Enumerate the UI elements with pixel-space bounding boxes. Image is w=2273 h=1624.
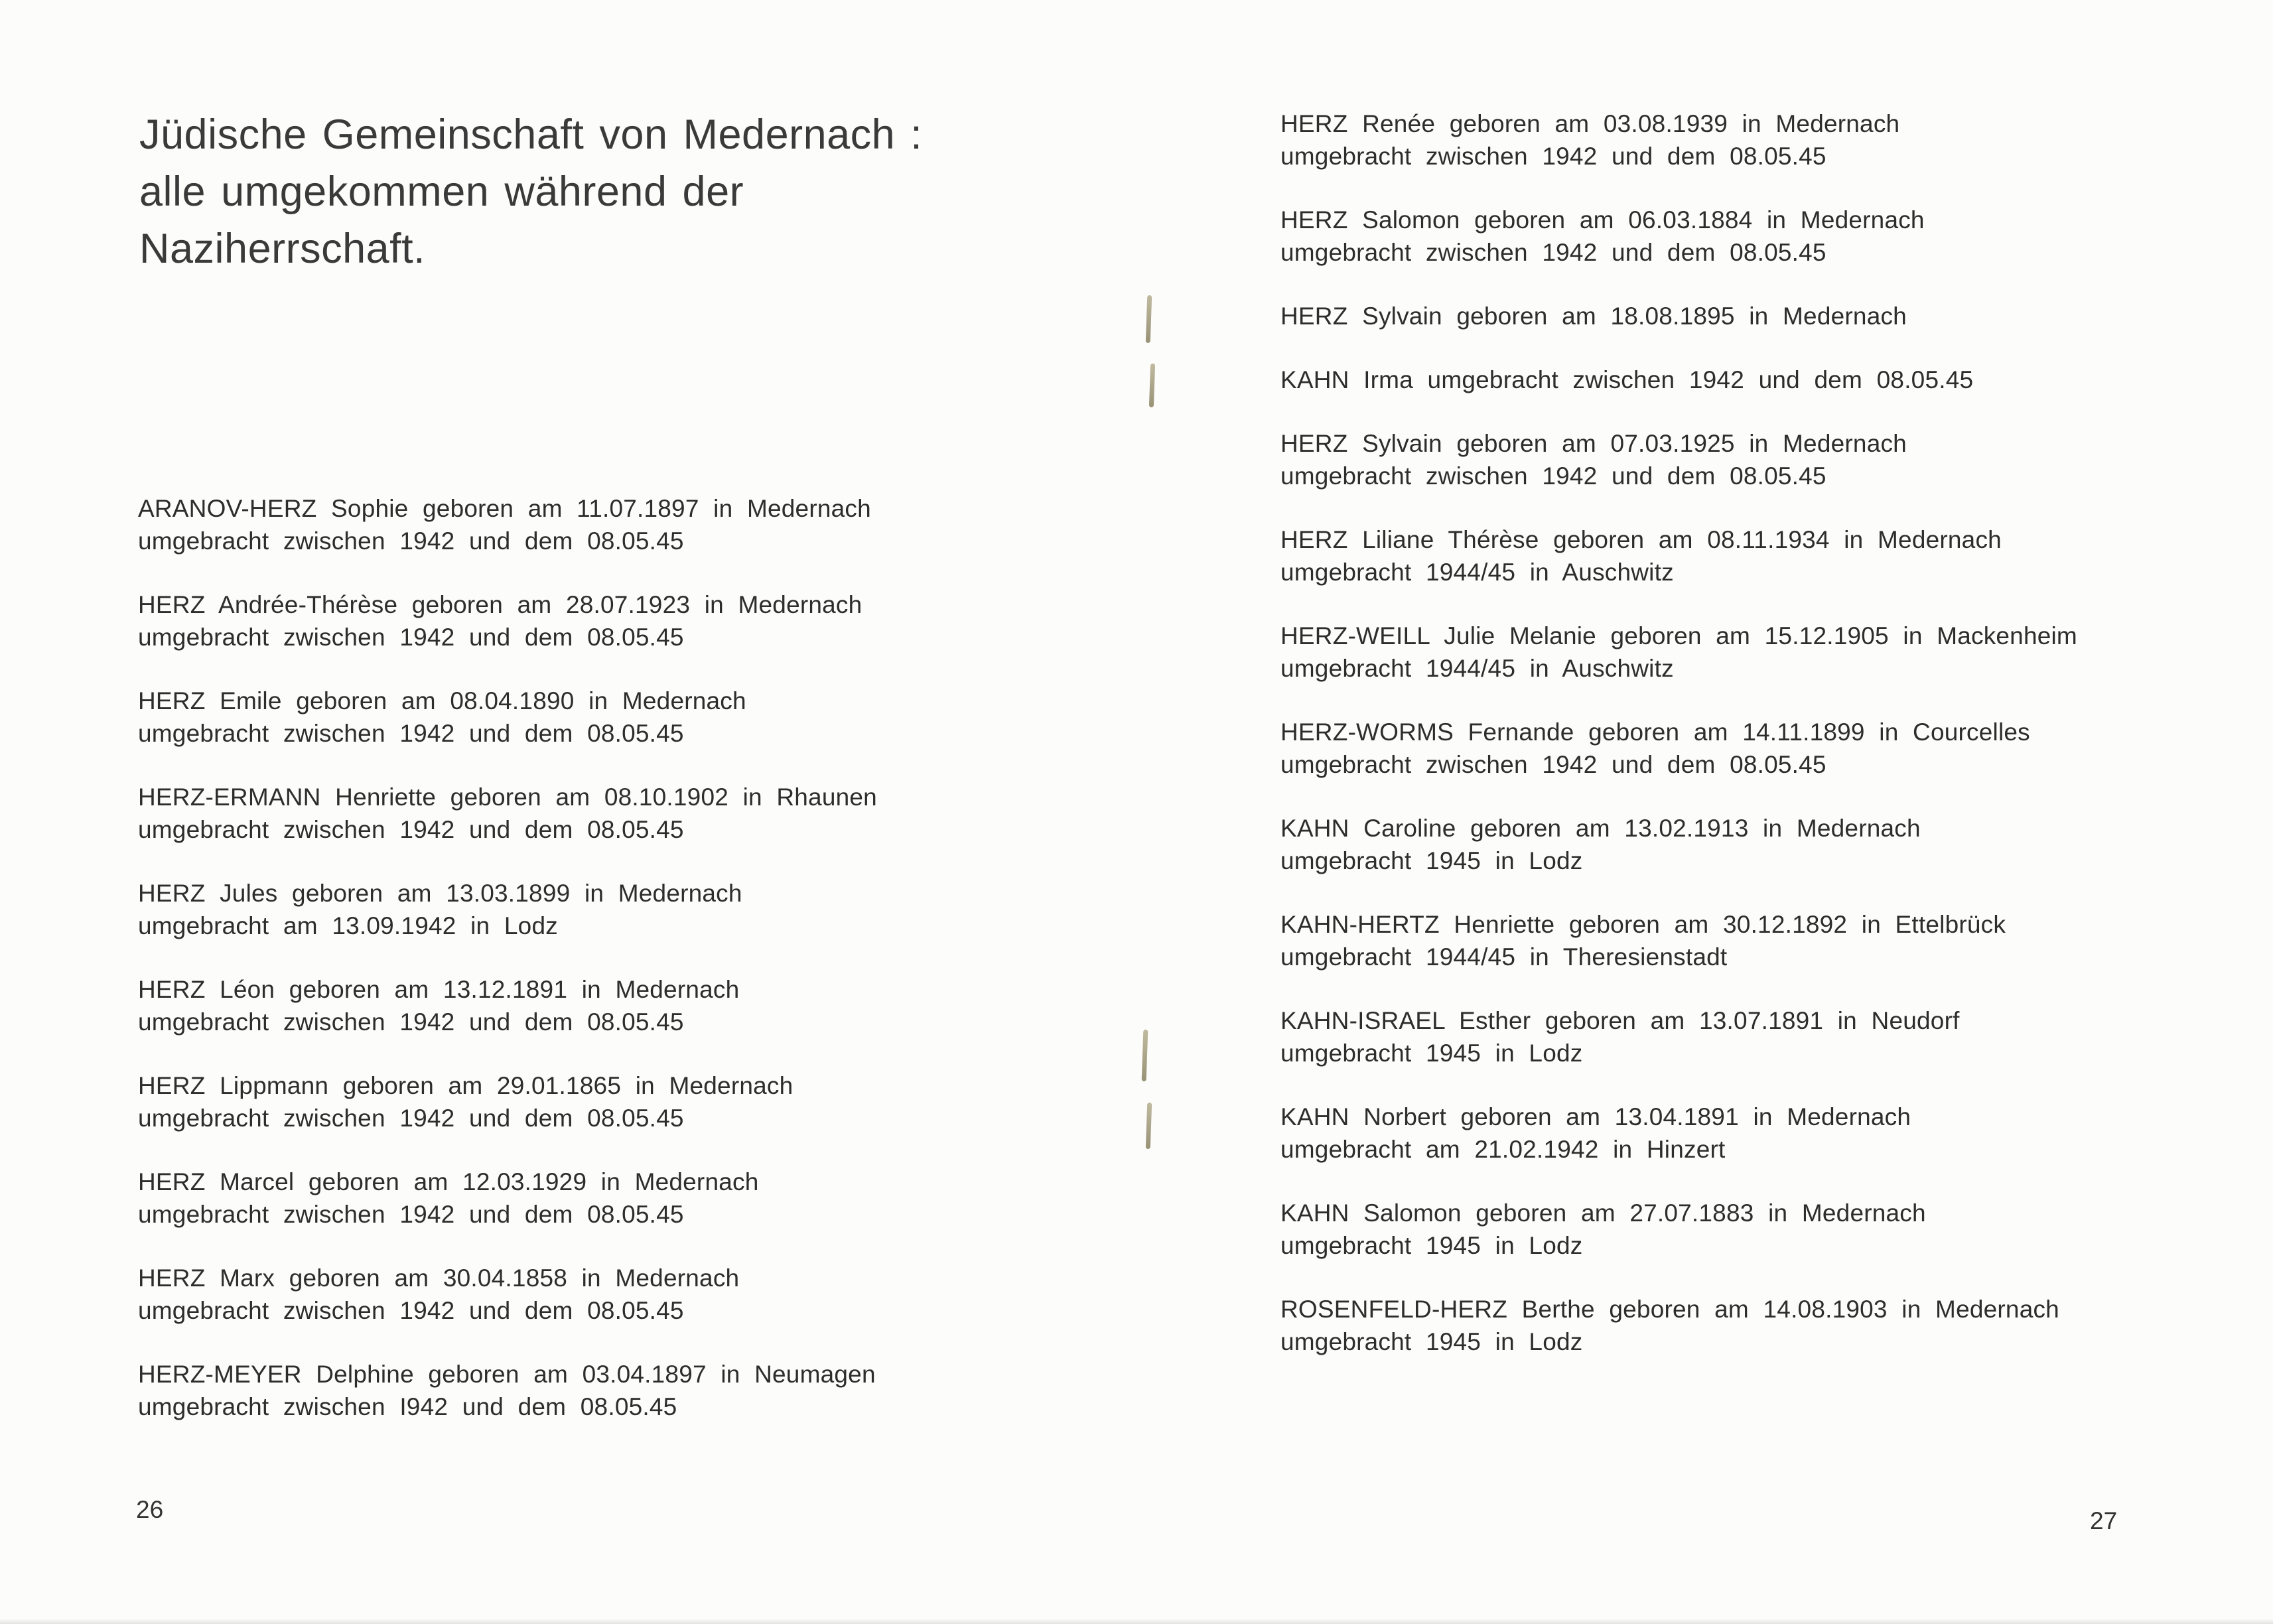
memorial-entry xyxy=(1280,620,2236,685)
entry-line-2: umgebracht zwischen I942 und dem 08.05.45 xyxy=(138,1393,677,1420)
entry-line-2: umgebracht zwischen 1942 und dem 08.05.45 xyxy=(1280,143,1826,170)
entry-line-1: HERZ Liliane Thérèse geboren am 08.11.1934 in Medernach xyxy=(1280,526,2002,553)
entry-line-2: umgebracht zwischen 1942 und dem 08.05.45 xyxy=(138,1297,684,1324)
entry-line-1: HERZ Salomon geboren am 06.03.1884 in Medernach xyxy=(1280,206,1925,234)
memorial-entry xyxy=(138,1069,1100,1134)
entry-line-1: HERZ Jules geboren am 13.03.1899 in Medernach xyxy=(138,880,742,907)
page-title-line: Jüdische Gemeinschaft von Medernach : xyxy=(139,111,923,158)
memorial-entry xyxy=(1280,364,2236,396)
left-page-entry-list xyxy=(138,492,1100,1454)
memorial-entry xyxy=(138,685,1100,750)
entry-line-2: umgebracht zwischen 1942 und dem 08.05.45 xyxy=(1280,462,1826,490)
memorial-entry xyxy=(1280,1004,2236,1069)
entry-line-1: HERZ Emile geboren am 08.04.1890 in Medernach xyxy=(138,687,746,714)
entry-line-1: HERZ Renée geboren am 03.08.1939 in Medernach xyxy=(1280,110,1900,137)
entry-line-1: KAHN-HERTZ Henriette geboren am 30.12.1892 in Ettelbrück xyxy=(1280,911,2006,938)
memorial-entry xyxy=(138,781,1100,846)
binding-thread-mark xyxy=(1142,1030,1148,1081)
binding-thread-mark xyxy=(1146,1103,1152,1149)
page-title xyxy=(139,106,922,277)
entry-line-2: umgebracht zwischen 1942 und dem 08.05.45 xyxy=(138,1201,684,1228)
memorial-entry xyxy=(1280,908,2236,973)
entry-line-2: umgebracht zwischen 1942 und dem 08.05.45 xyxy=(138,1105,684,1132)
entry-line-2: umgebracht 1944/45 in Auschwitz xyxy=(1280,559,1674,586)
entry-line-1: HERZ Andrée-Thérèse geboren am 28.07.1923 in Medernach xyxy=(138,591,862,618)
entry-line-2: umgebracht 1945 in Lodz xyxy=(1280,1040,1583,1067)
binding-thread-mark xyxy=(1146,295,1152,343)
entry-line-2: umgebracht zwischen 1942 und dem 08.05.45 xyxy=(1280,239,1826,266)
entry-line-2: umgebracht 1944/45 in Theresienstadt xyxy=(1280,943,1728,971)
page-title-line: Naziherrschaft. xyxy=(139,226,426,272)
page-title-line: alle umgekommen während der xyxy=(139,169,744,215)
entry-line-1: HERZ-WEILL Julie Melanie geboren am 15.12.1905 in Mackenheim xyxy=(1280,622,2077,649)
memorial-entry xyxy=(1280,427,2236,492)
page-number-left: 26 xyxy=(136,1496,164,1523)
entry-line-1: HERZ Sylvain geboren am 07.03.1925 in Medernach xyxy=(1280,430,1907,457)
memorial-entry xyxy=(138,1358,1100,1423)
memorial-entry xyxy=(138,492,1100,557)
entry-line-2: umgebracht am 21.02.1942 in Hinzert xyxy=(1280,1136,1726,1163)
entry-line-2: umgebracht zwischen 1942 und dem 08.05.45 xyxy=(138,1008,684,1036)
entry-line-2: umgebracht 1945 in Lodz xyxy=(1280,847,1583,874)
memorial-entry xyxy=(1280,1197,2236,1262)
memorial-entry xyxy=(138,1262,1100,1327)
entry-line-1: HERZ Sylvain geboren am 18.08.1895 in Medernach xyxy=(1280,303,1907,330)
entry-line-1: KAHN-ISRAEL Esther geboren am 13.07.1891 in Neudorf xyxy=(1280,1007,1960,1034)
memorial-entry xyxy=(1280,204,2236,269)
entry-line-2: umgebracht 1944/45 in Auschwitz xyxy=(1280,655,1674,682)
entry-line-1: HERZ-ERMANN Henriette geboren am 08.10.1902 in Rhaunen xyxy=(138,783,877,811)
entry-line-1: KAHN Norbert geboren am 13.04.1891 in Medernach xyxy=(1280,1103,1911,1130)
entry-line-1: HERZ-MEYER Delphine geboren am 03.04.1897 in Neumagen xyxy=(138,1361,876,1388)
memorial-entry xyxy=(1280,107,2236,172)
memorial-entry xyxy=(138,588,1100,653)
entry-line-2: umgebracht zwischen 1942 und dem 08.05.45 xyxy=(138,816,684,843)
entry-line-1: HERZ Lippmann geboren am 29.01.1865 in Medernach xyxy=(138,1072,793,1099)
entry-line-1: HERZ Marx geboren am 30.04.1858 in Medernach xyxy=(138,1264,740,1292)
entry-line-2: umgebracht zwischen 1942 und dem 08.05.45 xyxy=(138,720,684,747)
binding-thread-mark xyxy=(1149,364,1155,407)
memorial-entry xyxy=(138,973,1100,1038)
right-page-entry-list xyxy=(1280,107,2236,1389)
entry-line-2: umgebracht zwischen 1942 und dem 08.05.45 xyxy=(1280,751,1826,778)
memorial-entry xyxy=(138,1166,1100,1231)
entry-line-1: HERZ-WORMS Fernande geboren am 14.11.1899 in Courcelles xyxy=(1280,718,2030,746)
memorial-entry xyxy=(1280,523,2236,588)
entry-line-1: KAHN Irma umgebracht zwischen 1942 und dem 08.05.45 xyxy=(1280,366,1974,393)
entry-line-2: umgebracht zwischen 1942 und dem 08.05.45 xyxy=(138,624,684,651)
page-number-right: 27 xyxy=(2090,1507,2118,1534)
entry-line-2: umgebracht am 13.09.1942 in Lodz xyxy=(138,912,558,939)
entry-line-1: HERZ Léon geboren am 13.12.1891 in Medernach xyxy=(138,976,740,1003)
entry-line-1: ARANOV-HERZ Sophie geboren am 11.07.1897 in Medernach xyxy=(138,495,871,522)
memorial-entry xyxy=(138,877,1100,942)
memorial-entry xyxy=(1280,1101,2236,1166)
entry-line-2: umgebracht zwischen 1942 und dem 08.05.45 xyxy=(138,527,684,555)
entry-line-1: HERZ Marcel geboren am 12.03.1929 in Medernach xyxy=(138,1168,759,1195)
memorial-entry xyxy=(1280,1293,2236,1358)
memorial-entry xyxy=(1280,716,2236,781)
memorial-entry xyxy=(1280,812,2236,877)
entry-line-2: umgebracht 1945 in Lodz xyxy=(1280,1328,1583,1355)
entry-line-1: ROSENFELD-HERZ Berthe geboren am 14.08.1903 in Medernach xyxy=(1280,1296,2059,1323)
entry-line-1: KAHN Caroline geboren am 13.02.1913 in Medernach xyxy=(1280,815,1921,842)
memorial-entry xyxy=(1280,300,2236,332)
entry-line-2: umgebracht 1945 in Lodz xyxy=(1280,1232,1583,1259)
entry-line-1: KAHN Salomon geboren am 27.07.1883 in Medernach xyxy=(1280,1199,1926,1227)
page-edge-shadow xyxy=(0,1619,2273,1624)
